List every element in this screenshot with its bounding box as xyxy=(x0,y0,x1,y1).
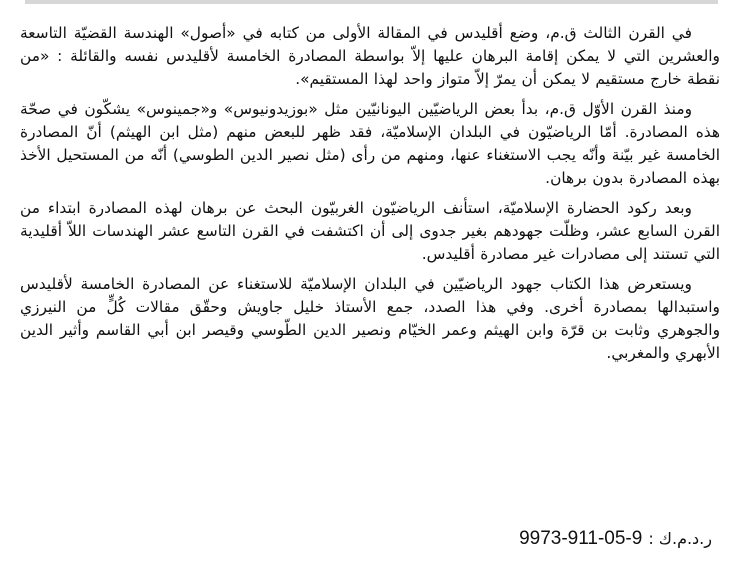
isbn-number: 9973-911-05-9 xyxy=(519,528,643,549)
paragraph-2-text: ومنذ القرن الأوّل ق.م، بدأ بعض الرياضيّين اليونانيّين مثل «بوزيدونيوس» و«جمينوس» يشكّون في صحّة هذه المصادرة. أمّا الرياضيّون في البلدان الإسلاميّة، فقد ظهر للبعض منهم (مثل ابن الهيثم) أنّ المصادرة الخامسة غير بيّنة وأنّه يجب الاستغناء عنها، ومنهم من رأى (مثل نصير الدين الطوسي) أنّه من المستحيل الأخذ بهذه المصادرة بدون برهان. xyxy=(20,100,720,187)
isbn-label: ر.د.م.ك : xyxy=(648,529,712,548)
paragraph-1-text: في القرن الثالث ق.م، وضع أقليدس في المقالة الأولى من كتابه في «أصول» الهندسة القضيّة التاسعة والعشرين التي لا يمكن إقامة البرهان عليها إلاّ بواسطة المصادرة الخامسة لأقليدس نفسه والقائلة : «من نقطة خارج مستقيم لا يمكن أن يمرّ إلاّ متواز واحد لهذا المستقيم». xyxy=(20,24,720,88)
paragraph-3 xyxy=(20,197,720,266)
top-rule xyxy=(25,0,718,4)
paragraph-1 xyxy=(20,22,720,91)
paragraph-3-text: وبعد ركود الحضارة الإسلاميّة، استأنف الرياضيّون الغربيّون البحث عن برهان لهذه المصادرة ابتداء من القرن السابع عشر، وظلّت جهودهم بغير جدوى إلى أن اكتشفت في القرن التاسع عشر الهندسات اللاّ أقليدية التي تستند إلى مصادرات غير مصادرة أقليدس. xyxy=(20,199,720,263)
isbn-line xyxy=(519,527,712,551)
paragraph-4 xyxy=(20,273,720,365)
paragraph-4-text: ويستعرض هذا الكتاب جهود الرياضيّين في البلدان الإسلاميّة للاستغناء عن المصادرة الخامسة لأقليدس واستبدالها بمصادرة أخرى. وفي هذا الصدد، جمع الأستاذ خليل جاويش وحقّق مقالات كُلٍّ من النيرزي والجوهري وثابت بن قرّة وابن الهيثم وعمر الخيّام ونصير الدين الطّوسي وقيصر ابن أبي القاسم وأثير الدين الأبهري والمغربي. xyxy=(20,275,720,362)
paragraph-2 xyxy=(20,98,720,190)
book-description xyxy=(20,22,720,372)
